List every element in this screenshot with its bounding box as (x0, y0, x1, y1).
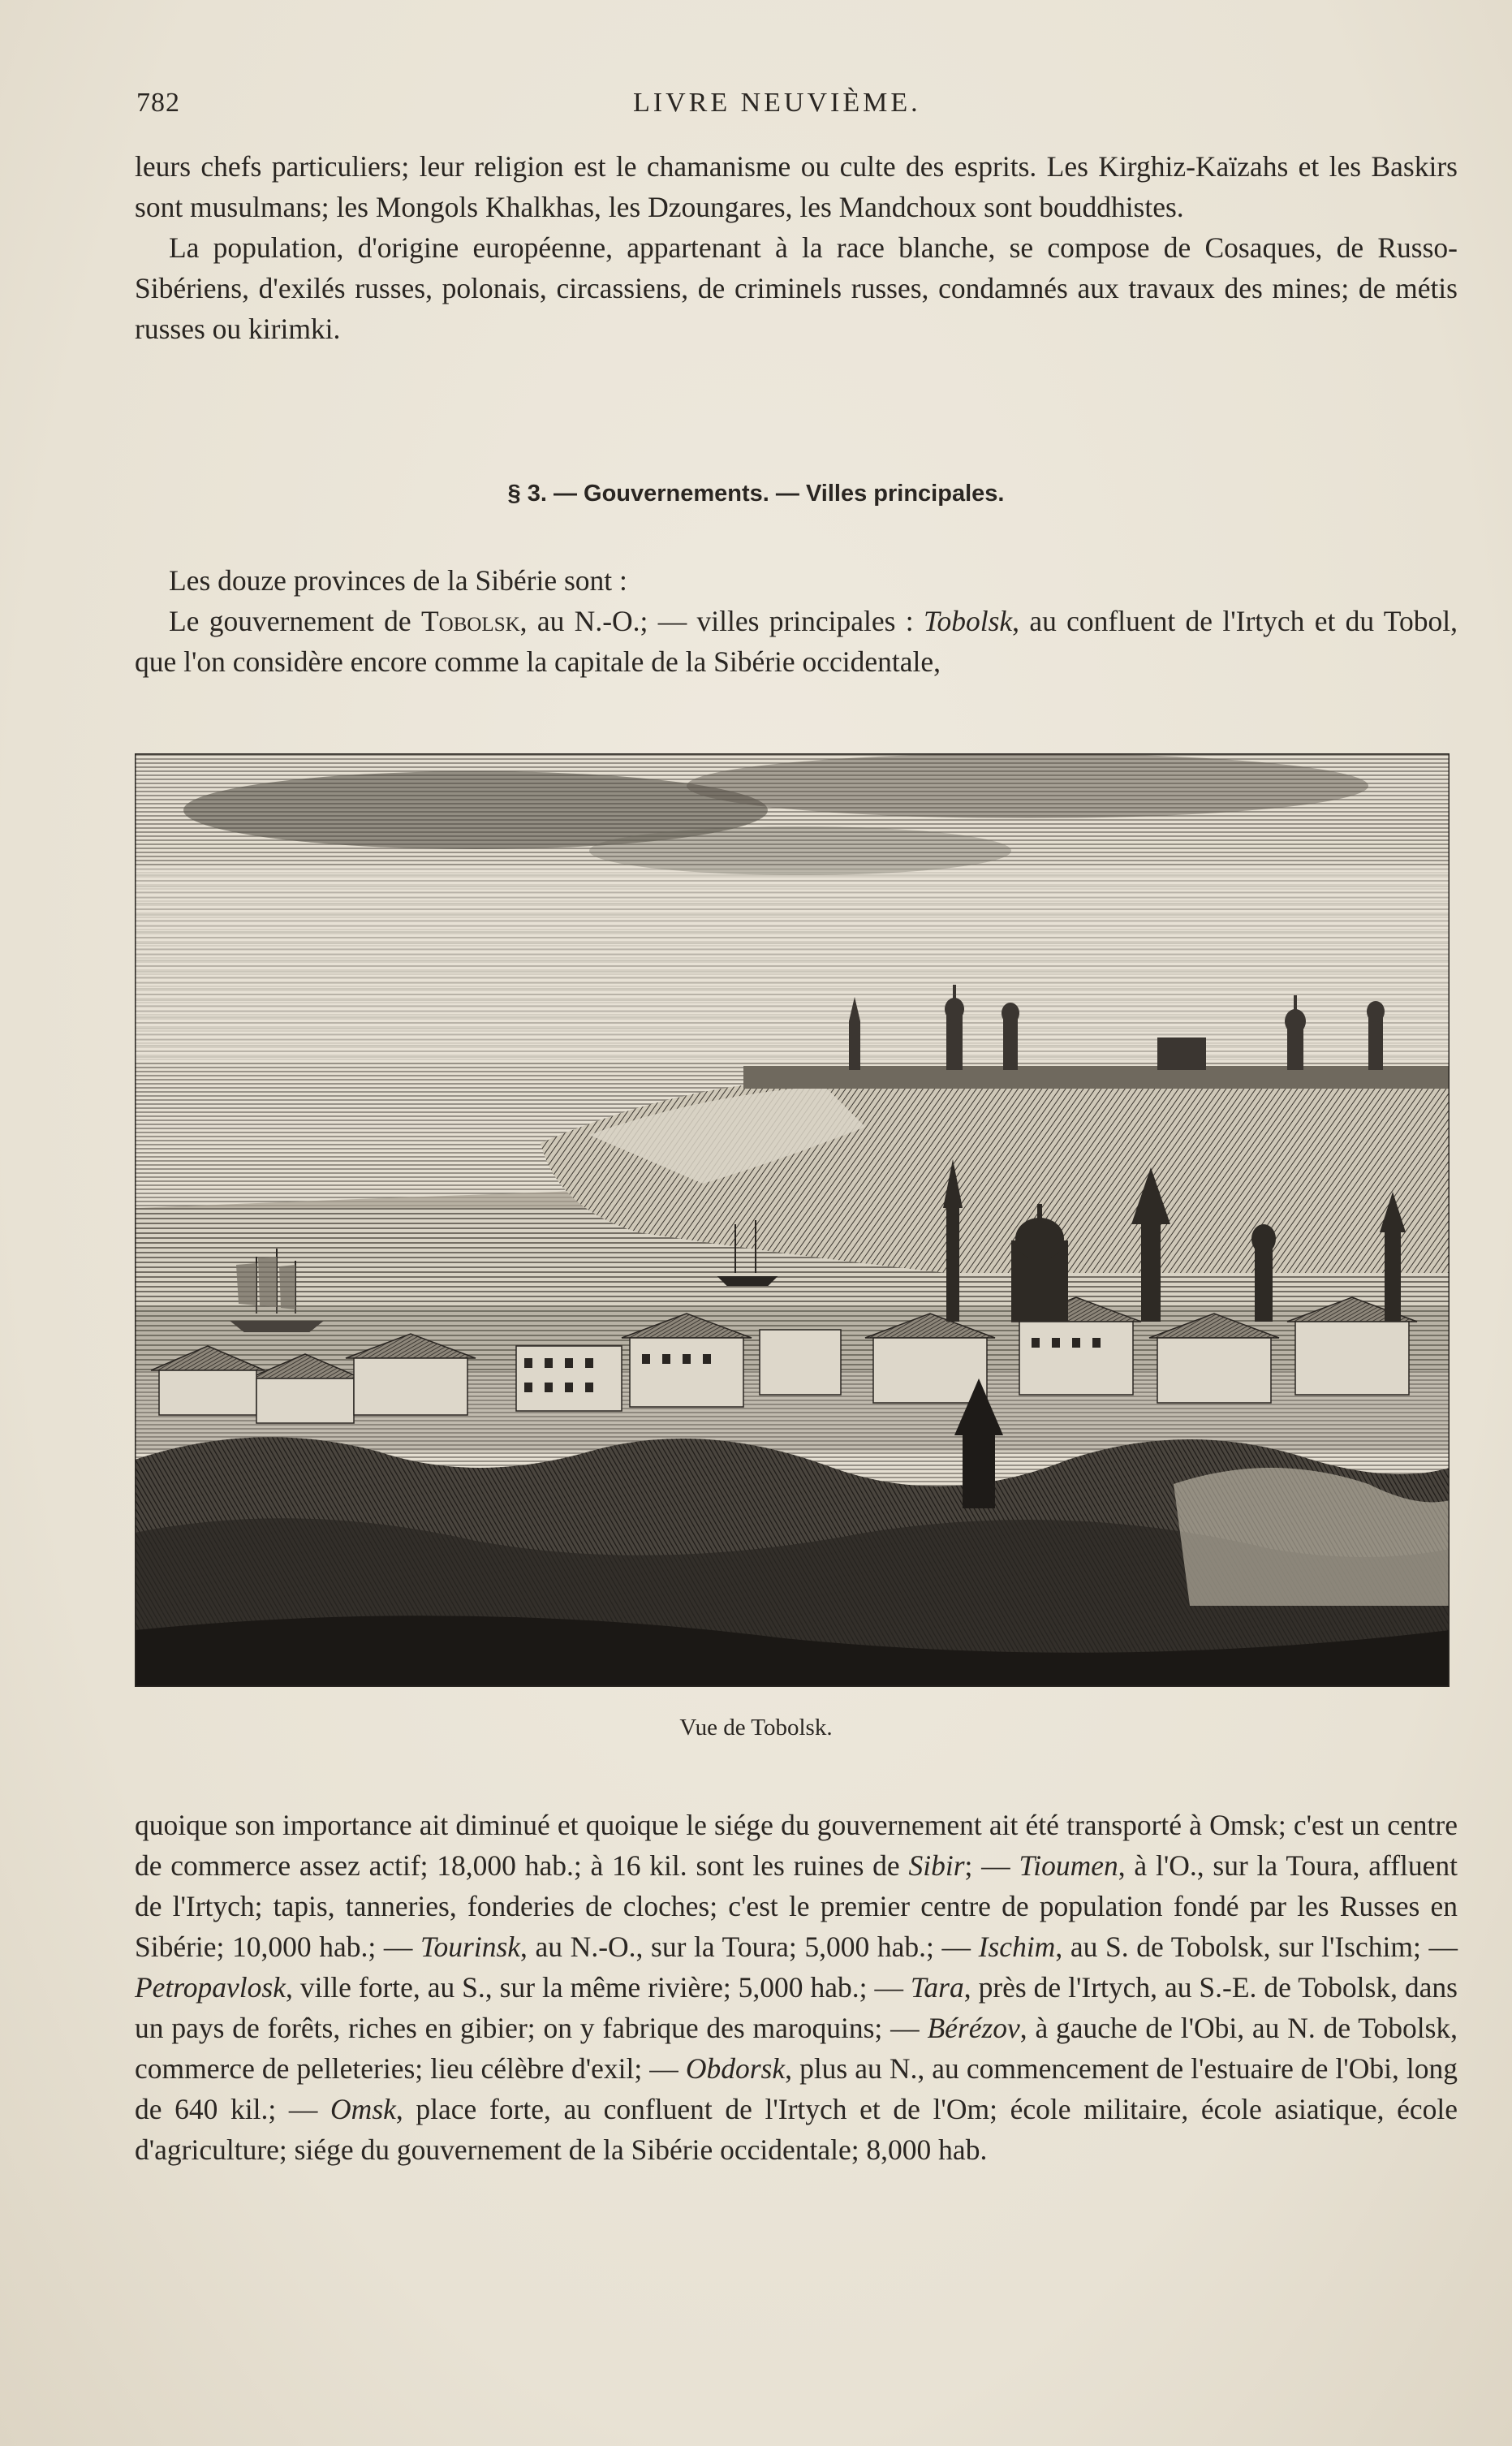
text-run: quoique son importance ait diminué et quoique le siége du gouvernement ait été transporté à Omsk; c'est un centre de commerce assez actif; 18,000 hab.; à 16 kil. sont les ruines de (135, 1809, 1458, 1882)
text-run: , plus au N., au commencement de l'estuaire de l'Obi, long de 640 kil.; — (135, 2052, 1458, 2125)
place-name: Sibir (908, 1849, 965, 1882)
engraving-illustration (135, 753, 1450, 1687)
place-name: Tourinsk (420, 1930, 521, 1963)
text-run: , à gauche de l'Obi, au N. de Tobolsk, commerce de pelleteries; lieu célèbre d'exil; — (135, 2012, 1458, 2085)
text-run: ; — (964, 1849, 1019, 1882)
page-number: 782 (136, 88, 180, 118)
text-run: , ville forte, au S., sur la même rivière; 5,000 hab.; — (286, 1971, 911, 2004)
text-run: , à l'O., sur la Toura, affluent de l'Irtych; tapis, tanneries, fonderies de cloches; c'est le premier centre de population fondé par les Russes en Sibérie; 10,000 hab.; — (135, 1849, 1458, 1963)
gouvernement-rest: , au confluent de l'Irtych et du Tobol, que l'on considère encore comme la capitale de la Sibérie occidentale, (135, 605, 1458, 678)
paragraph-population: La population, d'origine européenne, appartenant à la race blanche, se compose de Cosaques, de Russo-Sibériens, d'exilés russes, polonais, circassiens, de criminels russes, condamnés aux travaux des mines; de métis russes ou kirimki. (135, 231, 1458, 345)
top-text-block (135, 146, 1458, 349)
gouvernement-lead: Le gouvernement de (169, 605, 421, 637)
paragraph-gouvernement (135, 601, 1458, 682)
section-heading: § 3. — Gouvernements. — Villes principales. (507, 481, 1005, 507)
place-name: Tioumen (1019, 1849, 1118, 1882)
place-name: Omsk (330, 2093, 396, 2125)
text-run: , au S. de Tobolsk, sur l'Ischim; — (1055, 1930, 1458, 1963)
place-name: Ischim (978, 1930, 1056, 1963)
text-run: , au N.-O., sur la Toura; 5,000 hab.; — (520, 1930, 979, 1963)
city-name: Tobolsk (923, 605, 1013, 637)
provinces-text-block (135, 560, 1458, 682)
place-name: Petropavlosk (135, 1971, 286, 2004)
intro-line: Les douze provinces de la Sibérie sont : (169, 564, 627, 597)
text-run: , place forte, au confluent de l'Irtych et de l'Om; école militaire, école asiatique, école d'agriculture; siége du gouvernement de la Sibérie occidentale; 8,000 hab. (135, 2093, 1458, 2166)
place-name: Tara (910, 1971, 964, 2004)
figure-caption: Vue de Tobolsk. (679, 1715, 833, 1741)
paragraph-religions: leurs chefs particuliers; leur religion est le chamanisme ou culte des esprits. Les Kirghiz-Kaïzahs et les Baskirs sont musulmans; les Mongols Khalkhas, les Dzoungares, les Mandchoux sont bouddhistes. (135, 150, 1458, 223)
province-name: Tobolsk (420, 605, 520, 637)
running-title: LIVRE NEUVIÈME. (633, 88, 921, 118)
paragraph-continuation (135, 1805, 1458, 2170)
continuation-text-block (135, 1805, 1458, 2170)
engraving-tobolsk (135, 753, 1450, 1687)
place-name: Obdorsk (685, 2052, 786, 2085)
text-run: , près de l'Irtych, au S.-E. de Tobolsk, dans un pays de forêts, riches en gibier; on y fabrique des maroquins; — (135, 1971, 1458, 2044)
place-name: Bérézov (927, 2012, 1020, 2044)
gouvernement-after-province: , au N.-O.; — villes principales : (519, 605, 924, 637)
